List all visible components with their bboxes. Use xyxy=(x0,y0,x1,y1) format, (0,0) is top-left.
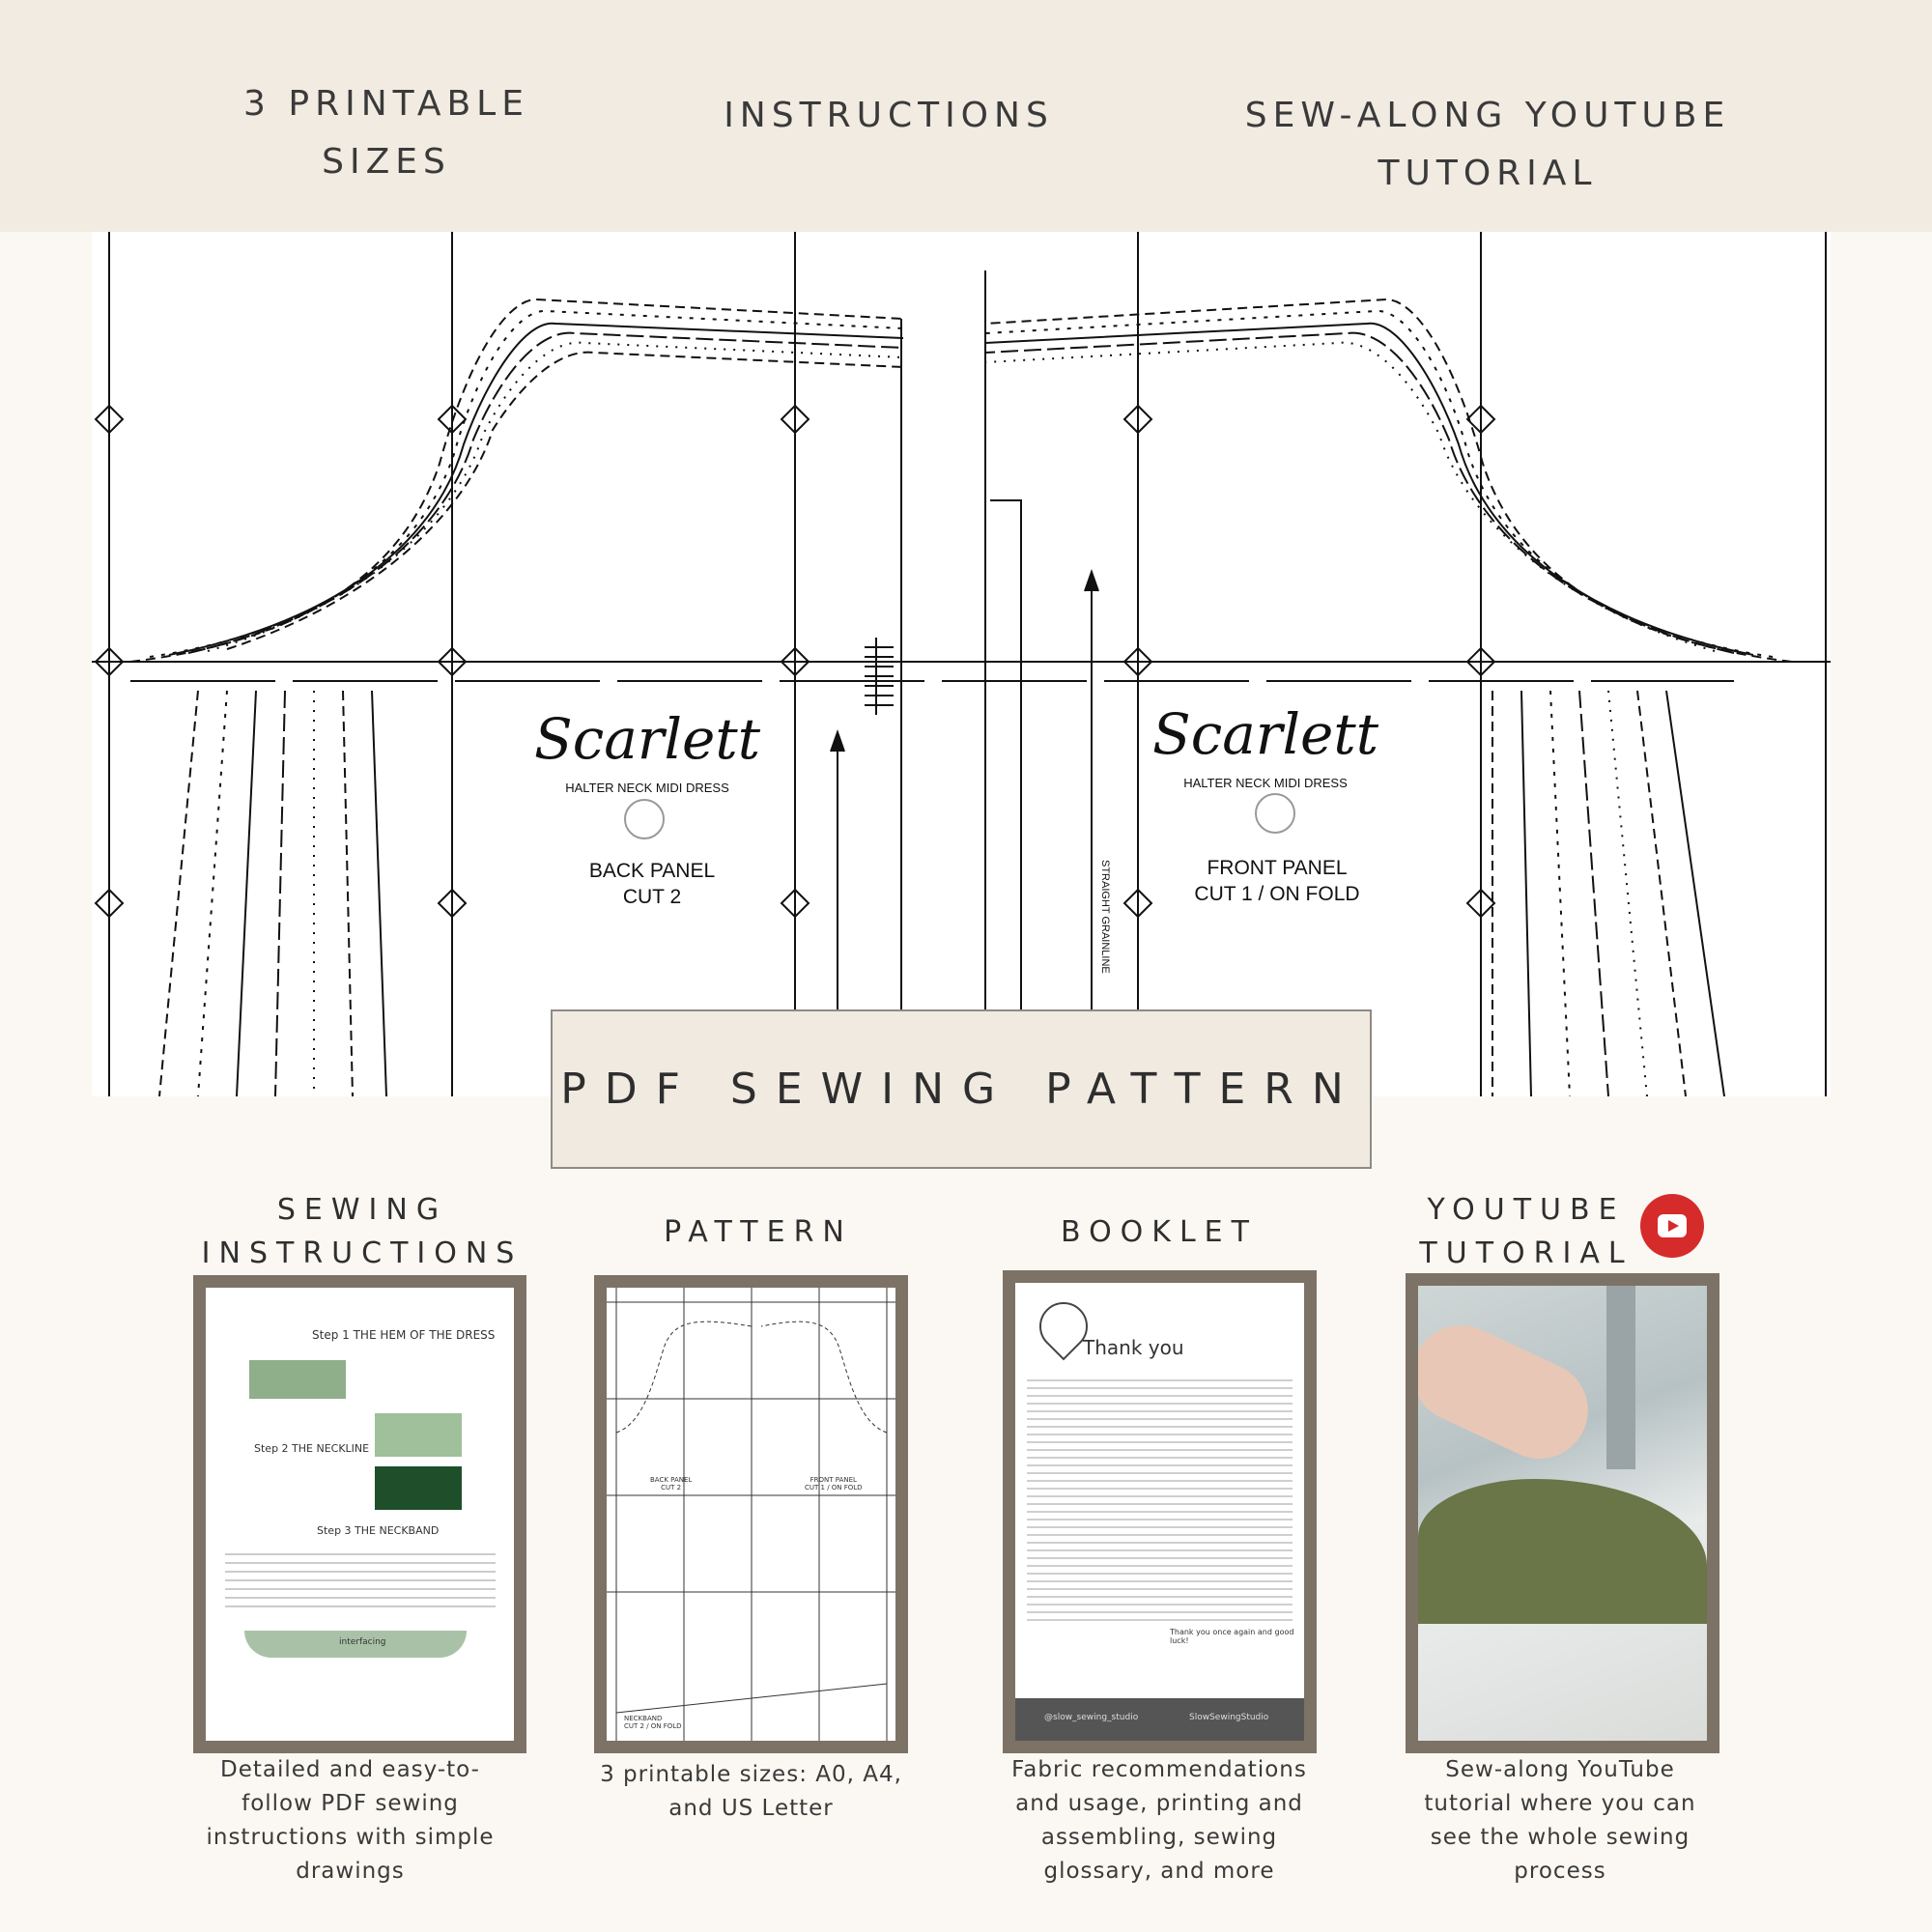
logo-seal-icon xyxy=(1256,794,1294,833)
pattern-svg xyxy=(92,232,1831,1096)
front-piece: FRONT PANEL xyxy=(1207,857,1348,879)
hem-drawing xyxy=(249,1360,346,1399)
booklet-instagram: @slow_sewing_studio xyxy=(1044,1713,1139,1722)
back-piece: BACK PANEL xyxy=(588,860,716,882)
youtube-play-icon xyxy=(1640,1194,1704,1258)
card-youtube-tutorial[interactable] xyxy=(1406,1273,1719,1753)
neckline-drawing xyxy=(375,1413,462,1457)
heading-youtube-tutorial: YOUTUBE TUTORIAL xyxy=(1419,1193,1634,1270)
step2-title: Step 2 THE NECKLINE xyxy=(254,1442,370,1455)
card-booklet xyxy=(1003,1270,1317,1753)
booklet-title: Thank you xyxy=(1083,1336,1184,1359)
step3-title: Step 3 THE NECKBAND xyxy=(317,1524,440,1537)
heading-pattern: PATTERN xyxy=(664,1215,853,1249)
caption-booklet: Fabric recommendations and usage, printing and assembling, sewing glossary, and more xyxy=(1011,1757,1307,1884)
feature-instructions: INSTRUCTIONS xyxy=(724,96,1054,135)
caption-sewing-instructions: Detailed and easy-to- follow PDF sewing instructions with simple drawings xyxy=(206,1757,495,1884)
booklet-closing: Thank you once again and good luck! xyxy=(1170,1628,1294,1645)
front-brand: Scarlett xyxy=(1151,701,1379,767)
back-cut: CUT 2 xyxy=(622,886,682,908)
card-pattern xyxy=(594,1275,908,1753)
booklet-footer xyxy=(1015,1698,1304,1741)
step1-title: Step 1 THE HEM OF THE DRESS xyxy=(312,1328,496,1342)
grainline-label: STRAIGHT GRAINLINE xyxy=(1099,860,1111,974)
banner-title: PDF SEWING PATTERN xyxy=(560,1065,1362,1114)
back-subtitle: HALTER NECK MIDI DRESS xyxy=(565,781,729,795)
interfacing-label: interfacing xyxy=(339,1637,386,1647)
logo-seal-icon xyxy=(625,800,664,838)
heading-sewing-instructions: SEWING INSTRUCTIONS xyxy=(201,1193,524,1270)
back-brand: Scarlett xyxy=(533,706,761,772)
thumb-front-label: FRONT PANEL CUT 1 / ON FOLD xyxy=(805,1476,863,1492)
booklet-text xyxy=(1027,1379,1293,1621)
thumb-back-label: BACK PANEL CUT 2 xyxy=(650,1476,693,1492)
caption-youtube-tutorial: Sew-along YouTube tutorial where you can see the whole sewing process xyxy=(1424,1757,1696,1884)
pattern-drawing xyxy=(92,232,1831,1096)
caption-pattern: 3 printable sizes: A0, A4, and US Letter xyxy=(600,1762,902,1821)
thumb-neckband-label: NECKBAND CUT 2 / ON FOLD xyxy=(624,1715,682,1730)
instruction-text xyxy=(225,1553,496,1611)
needle-bar xyxy=(1606,1286,1635,1469)
feature-printable-sizes: 3 PRINTABLE SIZES xyxy=(243,84,529,182)
front-subtitle: HALTER NECK MIDI DRESS xyxy=(1183,776,1348,790)
booklet-youtube: SlowSewingStudio xyxy=(1189,1713,1269,1722)
front-cut: CUT 1 / ON FOLD xyxy=(1194,883,1360,905)
card-sewing-instructions xyxy=(193,1275,526,1753)
heading-booklet: BOOKLET xyxy=(1061,1215,1258,1249)
neckline-drawing-dark xyxy=(375,1466,462,1510)
pattern-thumbnail xyxy=(607,1288,895,1741)
feature-youtube-tutorial: SEW-ALONG YOUTUBE TUTORIAL xyxy=(1244,96,1731,193)
pdf-pattern-banner xyxy=(551,1009,1372,1169)
